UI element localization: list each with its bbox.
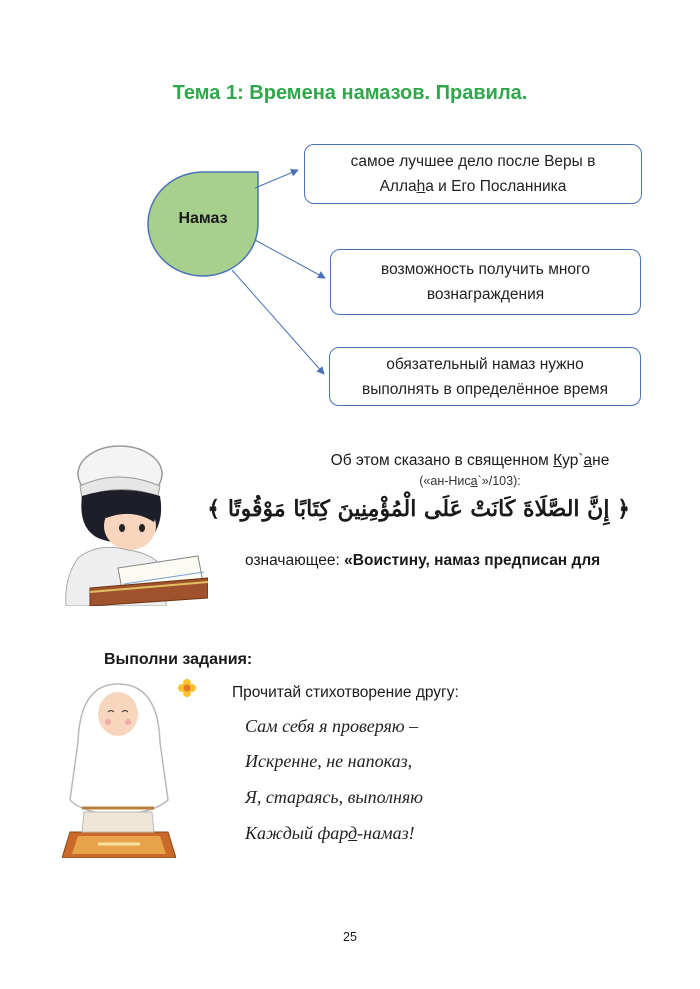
box1-line1: самое лучшее дело после Веры в xyxy=(350,153,596,170)
quran-reference: («ан-Ниса`»/103): xyxy=(419,474,521,488)
page-title: Тема 1: Времена намазов. Правила. xyxy=(172,82,528,104)
box2-line1: возможность получить много xyxy=(381,261,590,278)
boy-reading-quran-illustration xyxy=(58,438,208,606)
quran-intro: Об этом сказано в священном Кур`ане xyxy=(330,452,610,469)
box1-line2: Аллаhа и Его Посланника xyxy=(379,178,567,195)
ayah-meaning: означающее: «Воистину, намаз предписан для xyxy=(245,552,601,569)
poem-line-2: Искренне, не напоказ, xyxy=(245,751,413,771)
girl-praying-illustration xyxy=(62,682,176,858)
tasks-heading: Выполни задания: xyxy=(104,651,253,668)
arrow-to-box3 xyxy=(232,270,324,374)
arabic-ayah: ﴿ إِنَّ الصَّلَاةَ كَانَتْ عَلَى الْمُؤْمِنِينَ كِتَابًا مَوْقُوتًا ﴾ xyxy=(207,496,630,522)
benefit-box-best-deed xyxy=(304,144,642,204)
benefit-box-fixed-time xyxy=(329,347,641,406)
page-number: 25 xyxy=(343,930,357,944)
poem-line-4: Каждый фард-намаз! xyxy=(245,823,415,843)
box3-line2: выполнять в определённое время xyxy=(362,380,608,398)
box3-line1: обязательный намаз нужно xyxy=(386,355,584,373)
poem-line-1: Сам себя я проверяю – xyxy=(245,716,419,736)
flower-icon xyxy=(178,679,196,697)
namaz-label: Намаз xyxy=(178,210,228,227)
task-instruction: Прочитай стихотворение другу: xyxy=(232,684,459,701)
arrow-to-box2 xyxy=(255,240,325,278)
poem-line-3: Я, стараясь, выполняю xyxy=(245,787,423,807)
box2-line2: вознаграждения xyxy=(426,286,545,303)
benefit-box-reward xyxy=(330,249,641,315)
arrow-to-box1 xyxy=(255,170,298,188)
